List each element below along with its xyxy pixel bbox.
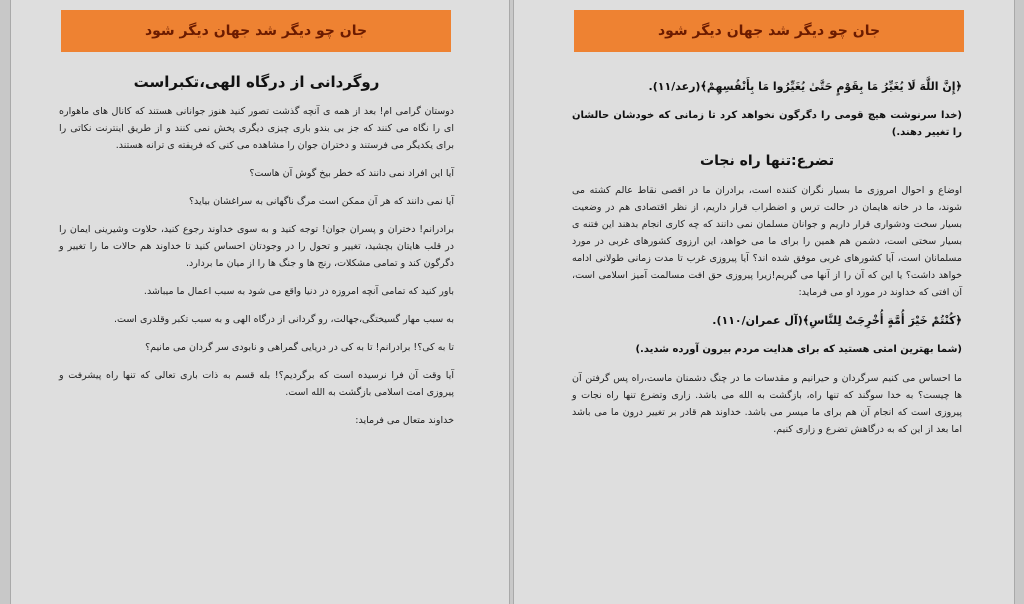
paragraph: باور کنید که تمامی آنچه امروزه در دنیا واقع می شود به سبب اعمال ما میباشد. bbox=[143, 286, 454, 297]
paragraph: به سبب مهار گسیختگی،جهالت، رو گردانی از درگاه الهی و به سبب تکبر وقلدری است. bbox=[113, 314, 454, 325]
verse-translation: (خدا سرنوشت هیچ قومی را دگرگون نخواهد کرد تا زمانی که خودشان حالشان را تغییر دهند.) bbox=[572, 110, 962, 138]
left-page-header: جان چو دیگر شد جهان دیگر شود bbox=[61, 10, 451, 52]
left-page bbox=[10, 0, 510, 604]
paragraph: ما احساس می کنیم سرگردان و حیرانیم و مقدسات ما در چنگ دشمنان ماست،راه پس گرفتن آن ها چیست؟ به خدا سوگند که تنها راه، بازگشت به الله می باشد. زاری وتضرع تنها راه نجات و پیروزی است که انجام آن هم برای ما میسر می باشد. خداوند هم قادر بر تغییر درون ما می باشد اما بعد از این که به درگاهش تضرع و زاری کنیم. bbox=[572, 373, 962, 435]
paragraph: آیا وقت آن فرا نرسیده است که برگردیم؟! بله قسم به ذات باری تعالی که تنها راه پیشرفت و پیروزی امت اسلامی بازگشت به الله است. bbox=[59, 370, 454, 398]
paragraph: آیا نمی دانند که هر آن ممکن است مرگ ناگهانی به سراغشان بیاید؟ bbox=[188, 196, 454, 207]
paragraph: اوضاع و احوال امروزی ما بسیار نگران کننده است، برادران ما در اقصی نقاط عالم کشته می شوند، ما در خانه هایمان در حالت ترس و اضطراب قرار داریم، از نظر اقتصادی هم در وضعیت بسیار سخت ودشواری قرار داریم و جوانان مسلمان نمی دانند که چه کاری انجام بدهند این فتنه ی بسیار سختی است، دشمن هم همین را برای ما می خواهد، این ارزوی کشورهای غربی در مورد مسلمانان است، آیا کشورهای غربی موفق شده اند؟ آیا پیروزی غرب تا مدت زمانی طولانی ادامه خواهد داشت؟ یا این که آن را از آنها می گیریم!زیرا پیروزی حق افت مسالمت آمیز اسلامی است، آن افتی که خداوند در مورد او می فرماید: bbox=[572, 185, 962, 298]
paragraph: آیا این افراد نمی دانند که خطر بیخ گوش آن هاست؟ bbox=[249, 168, 454, 179]
quran-verse: ﴿كُنْتُمْ خَيْرَ أُمَّةٍ أُخْرِجَتْ لِلنَّاسِ﴾(آل عمران/۱۱۰). bbox=[712, 314, 962, 327]
right-page bbox=[513, 0, 1015, 604]
verse-translation: (شما بهترین امتی هستید که برای هدایت مردم بیرون آورده شدید.) bbox=[635, 344, 962, 355]
paragraph: تا به کی؟! برادرانم! تا به کی در دریایی گمراهی و نابودی سر گردان می مانیم؟ bbox=[145, 342, 454, 353]
right-page-content bbox=[572, 70, 962, 449]
paragraph: برادرانم! دختران و پسران جوان! توجه کنید و به سوی خداوند رجوع کنید، حلاوت وشیرینی ایمان را در قلب هایتان بچشید، تغییر و تحول را در وجودتان احساس کنید تا خداوند هم حالات ما را تغییر و دگرگون کند و تمامی مشکلات، رنج ها و جنگ ها را از میان ما بردارد. bbox=[59, 224, 454, 269]
left-page-content bbox=[59, 70, 454, 440]
left-page-title: روگردانی از درگاه الهی،تکبراست bbox=[133, 73, 380, 91]
paragraph: خداوند متعال می فرماید: bbox=[355, 415, 454, 426]
section-subtitle: تضرع:تنها راه نجات bbox=[700, 153, 834, 169]
right-page-header: جان چو دیگر شد جهان دیگر شود bbox=[574, 10, 964, 52]
paragraph: دوستان گرامی ام! بعد از همه ی آنچه گذشت تصور کنید هنوز جوانانی هستند که کانال های ماهواره ای را نگاه می کنند که جز بی بندو باری چیزی دیگری پخش نمی کنند و از طریق اینترنت نکاتی را برای یکدیگر می فرستند و دختران جوان را مشاهده می کنی که فریفته ی ترانه هستند. bbox=[59, 106, 454, 151]
quran-verse: ﴿إِنَّ اللَّهَ لَا يُغَيِّرُ مَا بِقَوْمٍ حَتَّىٰ يُغَيِّرُوا مَا بِأَنْفُسِهِمْ﴾(رعد/۱۱). bbox=[648, 80, 962, 93]
